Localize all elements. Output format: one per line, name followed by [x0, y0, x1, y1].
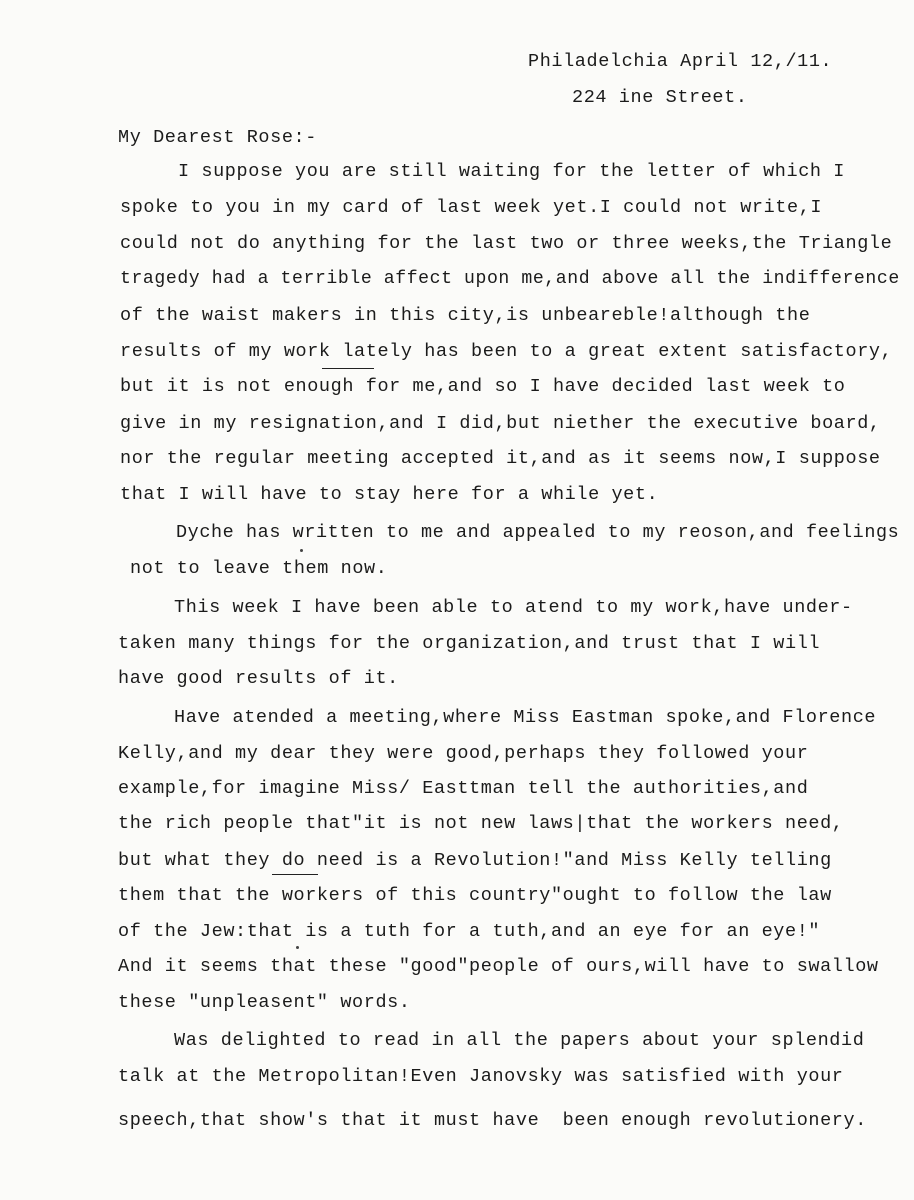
letter-line: have good results of it.	[118, 668, 399, 689]
letter-line: but what they do need is a Revolution!"and Miss Kelly telling	[118, 850, 832, 871]
letter-line: that I will have to stay here for a while yet.	[120, 484, 659, 505]
letter-line: the rich people that"it is not new laws|that the workers need,	[118, 813, 844, 834]
letter-line: Have atended a meeting,where Miss Eastman spoke,and Florence	[174, 707, 877, 728]
letter-line: taken many things for the organization,and trust that I will	[118, 633, 821, 654]
letter-line: give in my resignation,and I did,but niether the executive board,	[120, 413, 881, 434]
letter-line: but it is not enough for me,and so I have decided last week to	[120, 376, 846, 397]
ink-speck	[296, 946, 299, 949]
letter-line: them that the workers of this country"ought to follow the law	[118, 885, 832, 906]
handwritten-underline-do	[272, 874, 318, 875]
letter-line: And it seems that these "good"people of ours,will have to swallow	[118, 956, 879, 977]
letter-line: results of my work lately has been to a great extent satisfactory,	[120, 341, 893, 362]
letter-line: of the waist makers in this city,is unbeareble!although the	[120, 305, 811, 326]
letter-line: Kelly,and my dear they were good,perhaps they followed your	[118, 743, 809, 764]
handwritten-underline-lately	[322, 368, 374, 369]
letter-line: This week I have been able to atend to my work,have under-	[174, 597, 853, 618]
letter-salutation: My Dearest Rose:-	[118, 127, 317, 148]
letter-line: talk at the Metropolitan!Even Janovsky was satisfied with your	[118, 1066, 844, 1087]
letter-line: of the Jew:that is a tuth for a tuth,and an eye for an eye!"	[118, 921, 821, 942]
letter-line: Dyche has written to me and appealed to my reoson,and feelings	[176, 522, 900, 543]
letter-line: spoke to you in my card of last week yet.I could not write,I	[120, 197, 823, 218]
letter-address: 224 ine Street.	[572, 87, 748, 108]
letter-line: I suppose you are still waiting for the letter of which I	[178, 161, 846, 182]
letter-line: example,for imagine Miss/ Easttman tell the authorities,and	[118, 778, 809, 799]
letter-line: nor the regular meeting accepted it,and as it seems now,I suppose	[120, 448, 881, 469]
ink-speck	[300, 549, 303, 552]
letter-line: these "unpleasent" words.	[118, 992, 411, 1013]
letter-place-date: Philadelchia April 12,/11.	[528, 51, 833, 72]
letter-line: not to leave them now.	[130, 558, 388, 579]
letter-line: tragedy had a terrible affect upon me,and above all the indifference	[120, 268, 900, 289]
letter-line: Was delighted to read in all the papers about your splendid	[174, 1030, 865, 1051]
letter-line: could not do anything for the last two or three weeks,the Triangle	[120, 233, 893, 254]
letter-line: speech,that show's that it must have been enough revolutionery.	[118, 1110, 867, 1131]
